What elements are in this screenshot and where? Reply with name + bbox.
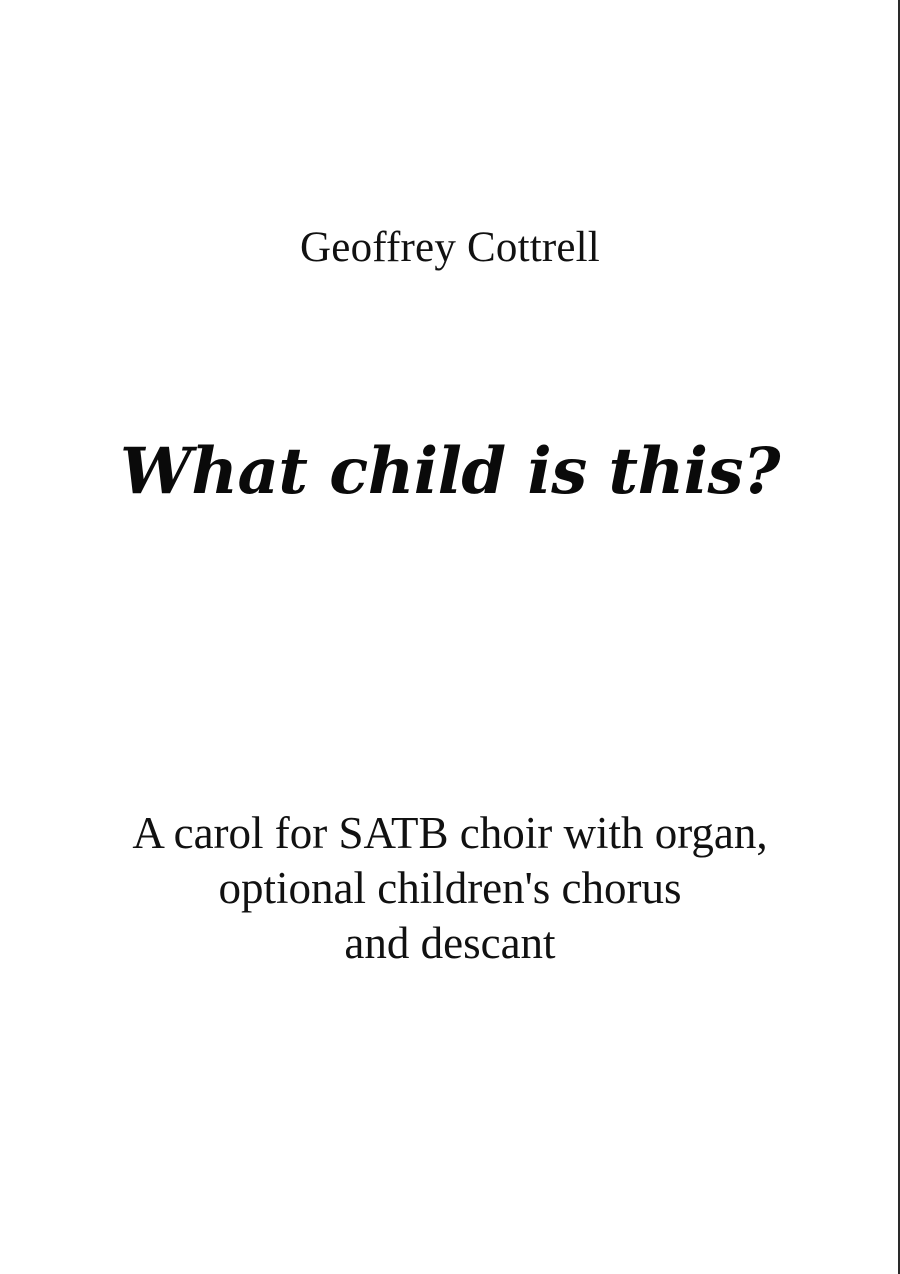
description-line: A carol for SATB choir with organ, (132, 808, 768, 858)
description-line: optional children's chorus (218, 863, 682, 913)
piece-title: What child is this? (120, 434, 780, 509)
description-line: and descant (344, 918, 556, 968)
piece-description (0, 806, 900, 971)
composer-name: Geoffrey Cottrell (300, 224, 600, 271)
